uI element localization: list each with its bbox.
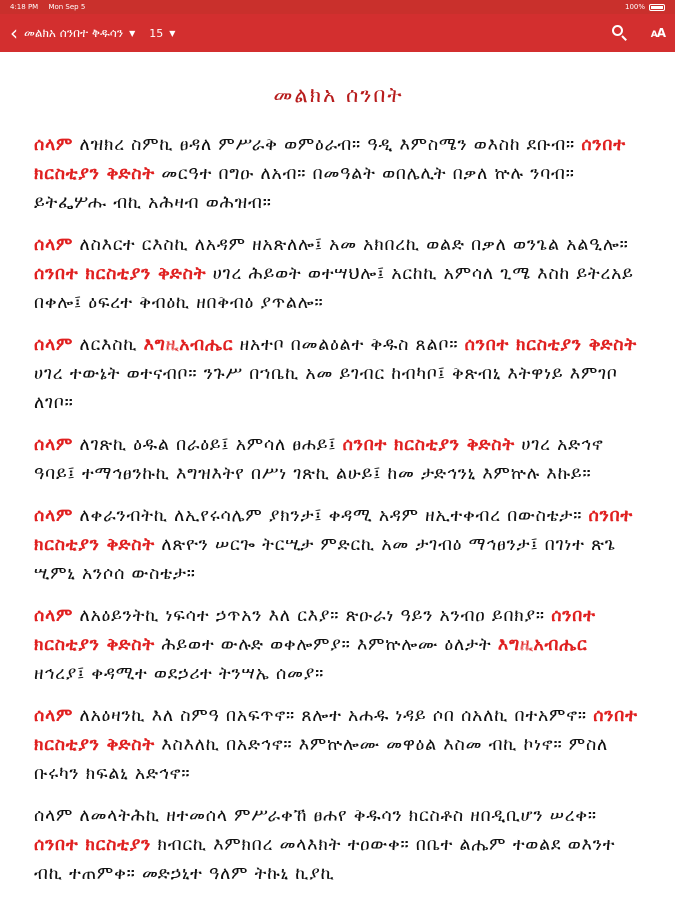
verse-text: ለቀራንብትኪ ለኢየሩሳሌም ያክንታ፤ ቀዳሚ አዳም ዘኢተቀብረ በውስቴታ። [73, 506, 589, 526]
verse-paragraph [34, 231, 643, 318]
verse-paragraph [34, 131, 643, 218]
verse-paragraph [34, 431, 643, 489]
search-icon[interactable] [611, 24, 629, 42]
paragraphs [34, 131, 643, 889]
book-title: መልክአ ሰንበተ ቅዱሳን [24, 25, 124, 40]
chapter-selector[interactable] [149, 27, 189, 40]
chevron-left-icon: ‹ [10, 21, 18, 45]
verse-text: መርዓተ በግዑ ለአብ። በመዓልት ወበሌሊት በቃለ ኵሉ ንባብ። ይትፌሦሑ ብኪ አሕዛብ ወሕዝብ። [34, 164, 575, 213]
verse-text: ለዝክረ ስምኪ ፀዳለ ምሥራቅ ወምዕራብ። ዓዲ እምስሜን ወእስከ ደቡብ። [73, 135, 582, 155]
verse-text: ዘኅረያ፤ ቀዳሚተ ወደኃሪተ ትንሣኤ ሰመያ። [34, 664, 325, 684]
verse-text: ለርእስኪ [73, 335, 144, 355]
verse-paragraph [34, 802, 643, 889]
verse-paragraph [34, 702, 643, 789]
verse-paragraph [34, 331, 643, 418]
highlighted-text: ሰንበተ ክርስቲያን ቅድስት [34, 506, 634, 555]
highlighted-text: ሰላም [34, 706, 74, 726]
verse-text: ሀገረ ሕይወት ወተሣህሎ፤ አርከኪ አምሳለ ጊሜ እስከ ይትረአይ በቀሎ፤ ዕፍረተ ቅብዕኪ ዘበቅብዕ ያጥልሎ። [34, 264, 634, 313]
highlighted-text: ሰንበተ ክርስቲያን [34, 835, 152, 855]
highlighted-text: ሰላም [34, 435, 74, 455]
verse-text: ለስእርተ ርእስኪ ለአዳም ዘአጽለሎ፤ አመ አክበረኪ ወልድ በቃለ ወንጌል አልዒሎ። [73, 235, 629, 255]
status-time: 4:18 PM [10, 3, 39, 11]
caret-down-icon: ▼ [129, 28, 136, 38]
highlighted-text: ሰላም [34, 606, 74, 626]
verse-paragraph [34, 502, 643, 589]
font-size-icon[interactable]: AA [650, 26, 665, 40]
back-button[interactable] [10, 23, 149, 43]
verse-text: ሕይወተ ውሉድ ወቀሎምያ። እምኵሎሙ ዕለታት [154, 635, 498, 655]
highlighted-text: ሰላም [34, 506, 74, 526]
verse-text: ክብርኪ እምክበረ መላእክት ተዐውቀ። በቤተ ልሔም ተወልደ ወእንተ ብኪ ተጠምቀ። መድኃኒተ ዓለም ትኩኒ ኪያኪ [34, 835, 616, 884]
highlighted-text: ሰንበተ ክርስቲያን ቅድስት [34, 135, 626, 184]
status-right [625, 3, 665, 11]
battery-percent: 100% [624, 3, 645, 11]
highlighted-text: ሰላም [34, 135, 74, 155]
verse-text: ሀገረ ተውኔት ወተናብቦ። ንጉሥ በኀቤኪ አመ ይገብር ከብካቦ፤ ቅጽብኒ እትዋነይ እምገቦ ለገቦ። [34, 364, 618, 413]
page-title: መልክአ ሰንበት [273, 83, 404, 107]
status-left [10, 3, 93, 11]
highlighted-text: ሰላም [34, 235, 74, 255]
nav-bar [0, 14, 675, 52]
status-bar [0, 0, 675, 14]
highlighted-text: ሰላም [34, 335, 74, 355]
verse-text: ለአዕይንትኪ ነፍሳተ ኃጥአን እለ ርእያ። ጽዑራነ ዓይን አንብዐ ይበክያ። [73, 606, 552, 626]
highlighted-text: እግዚአብሔር [497, 635, 588, 655]
chapter-caret-down-icon: ▼ [169, 28, 176, 38]
chapter-number: 15 [149, 26, 164, 40]
verse-text: ለአዕዛንኪ እለ ስምዓ በአፍጥኖ። ጸሎተ አሐዱ ነዳይ ሶበ ሰአለኪ በተአምኖ። [73, 706, 594, 726]
highlighted-text: ሰንበተ ክርስቲያን ቅድስት [34, 264, 207, 284]
verse-paragraph [34, 602, 643, 689]
verse-text: ሀገረ አድኅኖ ዓባይ፤ ተማኅፀንኩኪ እግዝእትየ በሥነ ገጽኪ ልሁይ፤ ከመ ታድኅንኒ እምኵሉ እኩይ። [34, 435, 604, 484]
verse-text: ለጽዮን ሠርጐ ትርሢታ ምድርኪ አመ ታገብዕ ማኅፀንታ፤ በገነተ ጽጌ ሢምኒ አንሶሰ ውስቴታ። [34, 535, 616, 584]
highlighted-text: እግዚአብሔር [143, 335, 234, 355]
highlighted-text: ሰንበተ ክርስቲያን ቅድስት [464, 335, 637, 355]
battery-icon [649, 4, 665, 11]
verse-text: ሰላም ለመላትሕኪ ዘተመሰላ ምሥራቀኸ ፀሐየ ቅዱሳን ክርስቶስ ዘበዲቢሆን ሠረቀ። [34, 806, 597, 826]
highlighted-text: ሰንበተ ክርስቲያን ቅድስት [34, 706, 638, 755]
verse-text: እስእለኪ በአድኅኖ። እምኵሎሙ መዋዕል እስመ ብኪ ኮነኖ። ምስለ ቡሩካን ክፍልኒ አድኅኖ። [34, 735, 609, 784]
highlighted-text: ሰንበተ ክርስቲያን ቅድስት [34, 606, 596, 655]
nav-actions [611, 24, 665, 42]
verse-text: ዘአተቦ በመልዕልተ ቅዱስ ጸልቦ። [233, 335, 465, 355]
status-date: Mon Sep 5 [48, 3, 86, 11]
highlighted-text: ሰንበተ ክርስቲያን ቅድስት [342, 435, 515, 455]
verse-text: ለገጽኪ ዕዱል በራዕይ፤ አምሳለ ፀሐይ፤ [73, 435, 343, 455]
reading-content [0, 52, 675, 900]
